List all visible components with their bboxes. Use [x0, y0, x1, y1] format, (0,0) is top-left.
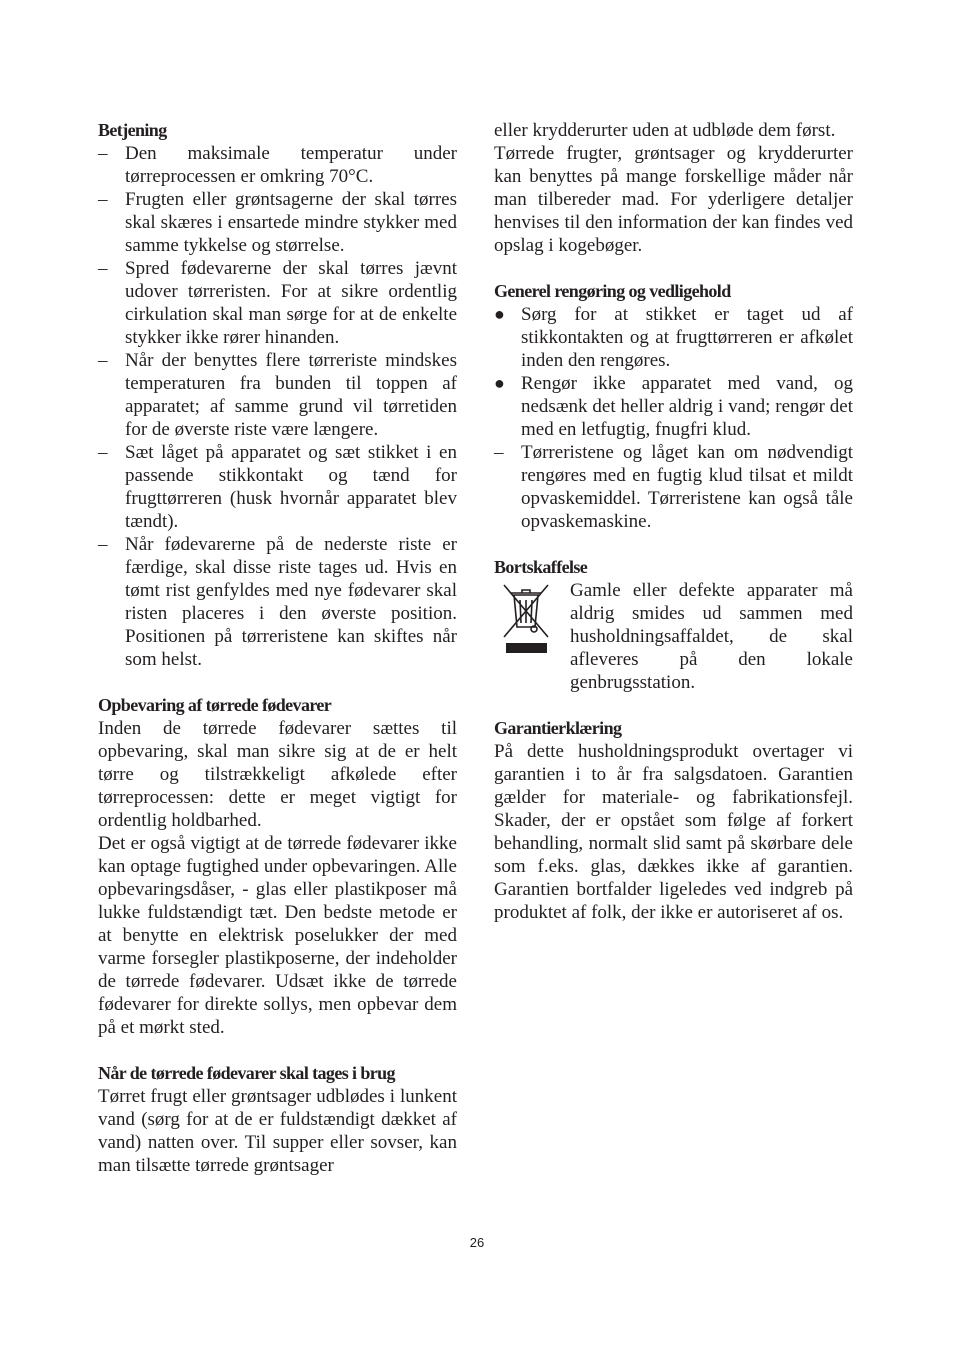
paragraph: eller krydderurter uden at udbløde dem først. [494, 120, 836, 141]
section-heading-bortskaffelse: Bortskaffelse [494, 557, 588, 577]
section-heading-betjening: Betjening [98, 120, 167, 140]
list-item: – Sæt låget på apparatet og sæt stikket i en passende stikkontakt og tænd for frugttørreren (husk hvornår apparatet blev tændt). [98, 442, 457, 532]
betjening-list [98, 142, 457, 671]
paragraph: Tørret frugt eller grøntsager udblødes i lunkent vand (sørg for at de er fuldstændigt dækket af vand) natten over. Til supper eller sovser, kan man tilsætte tørrede grøntsager [98, 1086, 457, 1176]
section-heading-brug: Når de tørrede fødevarer skal tages i brug [98, 1063, 395, 1083]
list-item: ● Sørg for at stikket er taget ud af stikkontakten og at frugttørreren er afkølet inden den rengøres. [494, 304, 853, 371]
list-item: ● Rengør ikke apparatet med vand, og nedsænk det heller aldrig i vand; rengør det med en letfugtig, fnugfri klud. [494, 373, 853, 440]
paragraph: På dette husholdningsprodukt overtager vi garantien i to år fra salgsdatoen. Garantien gælder for materiale- og fabrikationsfejl. Skader, der er opstået som følge af forkert behandling, normalt slid samt på skørbare dele som f.eks. glas, dækkes ikke af garantien. Garantien bortfalder ligeledes ved indgreb på produktet af folk, der ikke er autoriseret af os. [494, 741, 853, 923]
list-item: – Frugten eller grøntsagerne der skal tørres skal skæres i ensartede mindre stykker med samme tykkelse og størrelse. [98, 189, 457, 256]
disposal-block [494, 579, 853, 694]
rengoring-list [494, 303, 853, 533]
list-item: – Den maksimale temperatur under tørreprocessen er omkring 70°C. [98, 143, 457, 187]
section-heading-opbevaring: Opbevaring af tørrede fødevarer [98, 695, 332, 715]
left-column [98, 119, 457, 1177]
right-column [494, 119, 853, 924]
paragraph: Inden de tørrede fødevarer sættes til opbevaring, skal man sikre sig at de er helt tørre og tilstrækkeligt afkølede efter tørreprocessen: dette er meget vigtigt for ordentlig holdbarhed. [98, 718, 457, 831]
paragraph: Gamle eller defekte apparater må aldrig smides ud sammen med husholdningsaffaldet, de skal afleveres på den lokale genbrugsstation. [570, 580, 853, 693]
list-item: – Når der benyttes flere tørreriste mindskes temperaturen fra bunden til toppen af apparatet; af samme grund vil tørretiden for de øverste riste være længere. [98, 350, 457, 440]
paragraph: Tørrede frugter, grøntsager og krydderurter kan benyttes på mange forskellige måder når man tilbereder mad. For yderligere detaljer henvises til den information der kan findes ved opslag i kogebøger. [494, 143, 853, 256]
page-number: 26 [469, 1235, 485, 1250]
paragraph: Det er også vigtigt at de tørrede fødevarer ikke kan optage fugtighed under opbevaringen. Alle opbevaringsdåser, - glas eller plastikposer må lukke fuldstændigt tæt. Den bedste metode er at benytte en elektrisk poselukker der med varme forsegler plastikposerne, der indeholder de tørrede fødevarer. Udsæt ikke de tørrede fødevarer for direkte sollys, men opbevar dem på et mørkt sted. [98, 833, 457, 1038]
section-heading-rengoring: Generel rengøring og vedligehold [494, 281, 731, 301]
section-heading-garanti: Garantierklæring [494, 718, 622, 738]
list-item: – Tørreristene og låget kan om nødvendigt rengøres med en fugtig klud tilsat et mildt opvaskemiddel. Tørreristene kan også tåle opvaskemaskine. [494, 442, 853, 532]
list-item: – Når fødevarerne på de nederste riste er færdige, skal disse riste tages ud. Hvis en tømt rist genfyldes med nye fødevarer skal risten placeres i den øverste position. Positionen på tørreristene kan skiftes når som helst. [98, 534, 457, 670]
crossed-out-wheelie-bin-icon [494, 579, 558, 675]
list-item: – Spred fødevarerne der skal tørres jævnt udover tørreristen. For at sikre ordentlig cirkulation skal man sørge for at de enkelte stykker ikke rører hinanden. [98, 258, 457, 348]
